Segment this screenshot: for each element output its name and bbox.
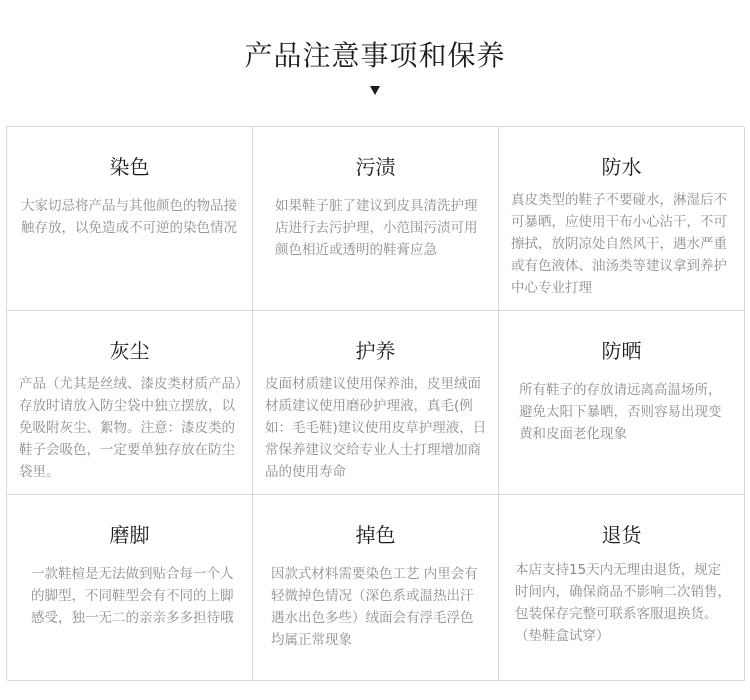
- card-text: 皮面材质建议使用保养油，皮里绒面材质建议使用磨砂护理液，真毛(例如：毛毛鞋)建议使用皮草护理液，日常保养建议交给专业人士打理增加商品的使用寿命: [265, 376, 487, 480]
- card-title: 染色: [109, 155, 150, 179]
- page-title: 产品注意事项和保养: [244, 39, 506, 72]
- card-title: 磨脚: [109, 523, 150, 547]
- card-dyeing: [7, 127, 253, 311]
- card-color-fading: [253, 495, 499, 681]
- card-title: 防晒: [601, 339, 642, 363]
- card-text: 真皮类型的鞋子不要碰水，淋湿后不可暴晒，应使用干布小心沾干，不可擦拭，放阴凉处自然风干，遇水严重或有色液体、油汤类等建议拿到养护中心专业打理: [511, 192, 727, 296]
- header: [0, 0, 750, 124]
- card-waterproof: [499, 127, 745, 311]
- card-sunproof: [499, 311, 745, 495]
- card-text: 如果鞋子脏了建议到皮具清洗护理店进行去污护理，小范围污渍可用颜色相近或透明的鞋膏应急: [275, 198, 478, 258]
- card-text: 所有鞋子的存放请远离高温场所，避免太阳下暴晒，否则容易出现变黄和皮面老化现象: [519, 382, 722, 442]
- card-title: 护养: [355, 339, 396, 363]
- card-text: 本店支持15天内无理由退货，规定时间内，确保商品不影响二次销售，包装保存完整可联系客服退换货。（垫鞋盒试穿）: [515, 562, 731, 644]
- card-dust: [7, 311, 253, 495]
- card-title: 掉色: [355, 523, 396, 547]
- card-title: 防水: [601, 155, 642, 179]
- card-title: 退货: [601, 523, 642, 547]
- card-text: 一款鞋楦是无法做到贴合每一个人的脚型，不同鞋型会有不同的上脚感受，独一无二的亲亲多多担待哦: [31, 566, 234, 626]
- card-stains: [253, 127, 499, 311]
- card-text: 大家切忌将产品与其他颜色的物品接触存放，以免造成不可逆的染色情况: [21, 198, 237, 236]
- card-text: 因款式材料需要染色工艺 内里会有轻微掉色情况（深色系或温热出汗遇水出色多些）绒面会有浮毛浮色均属正常现象: [271, 566, 478, 648]
- card-chafing: [7, 495, 253, 681]
- card-text: 产品（尤其是丝绒、漆皮类材质产品）存放时请放入防尘袋中独立摆放，以免吸附灰尘、絮物。注意：漆皮类的鞋子会吸色，一定要单独存放在防尘袋里。: [19, 376, 242, 480]
- card-title: 污渍: [355, 155, 396, 179]
- down-arrow-icon: [370, 86, 380, 95]
- card-title: 灰尘: [109, 339, 150, 363]
- card-care: [253, 311, 499, 495]
- care-grid: [6, 126, 744, 680]
- card-returns: [499, 495, 745, 681]
